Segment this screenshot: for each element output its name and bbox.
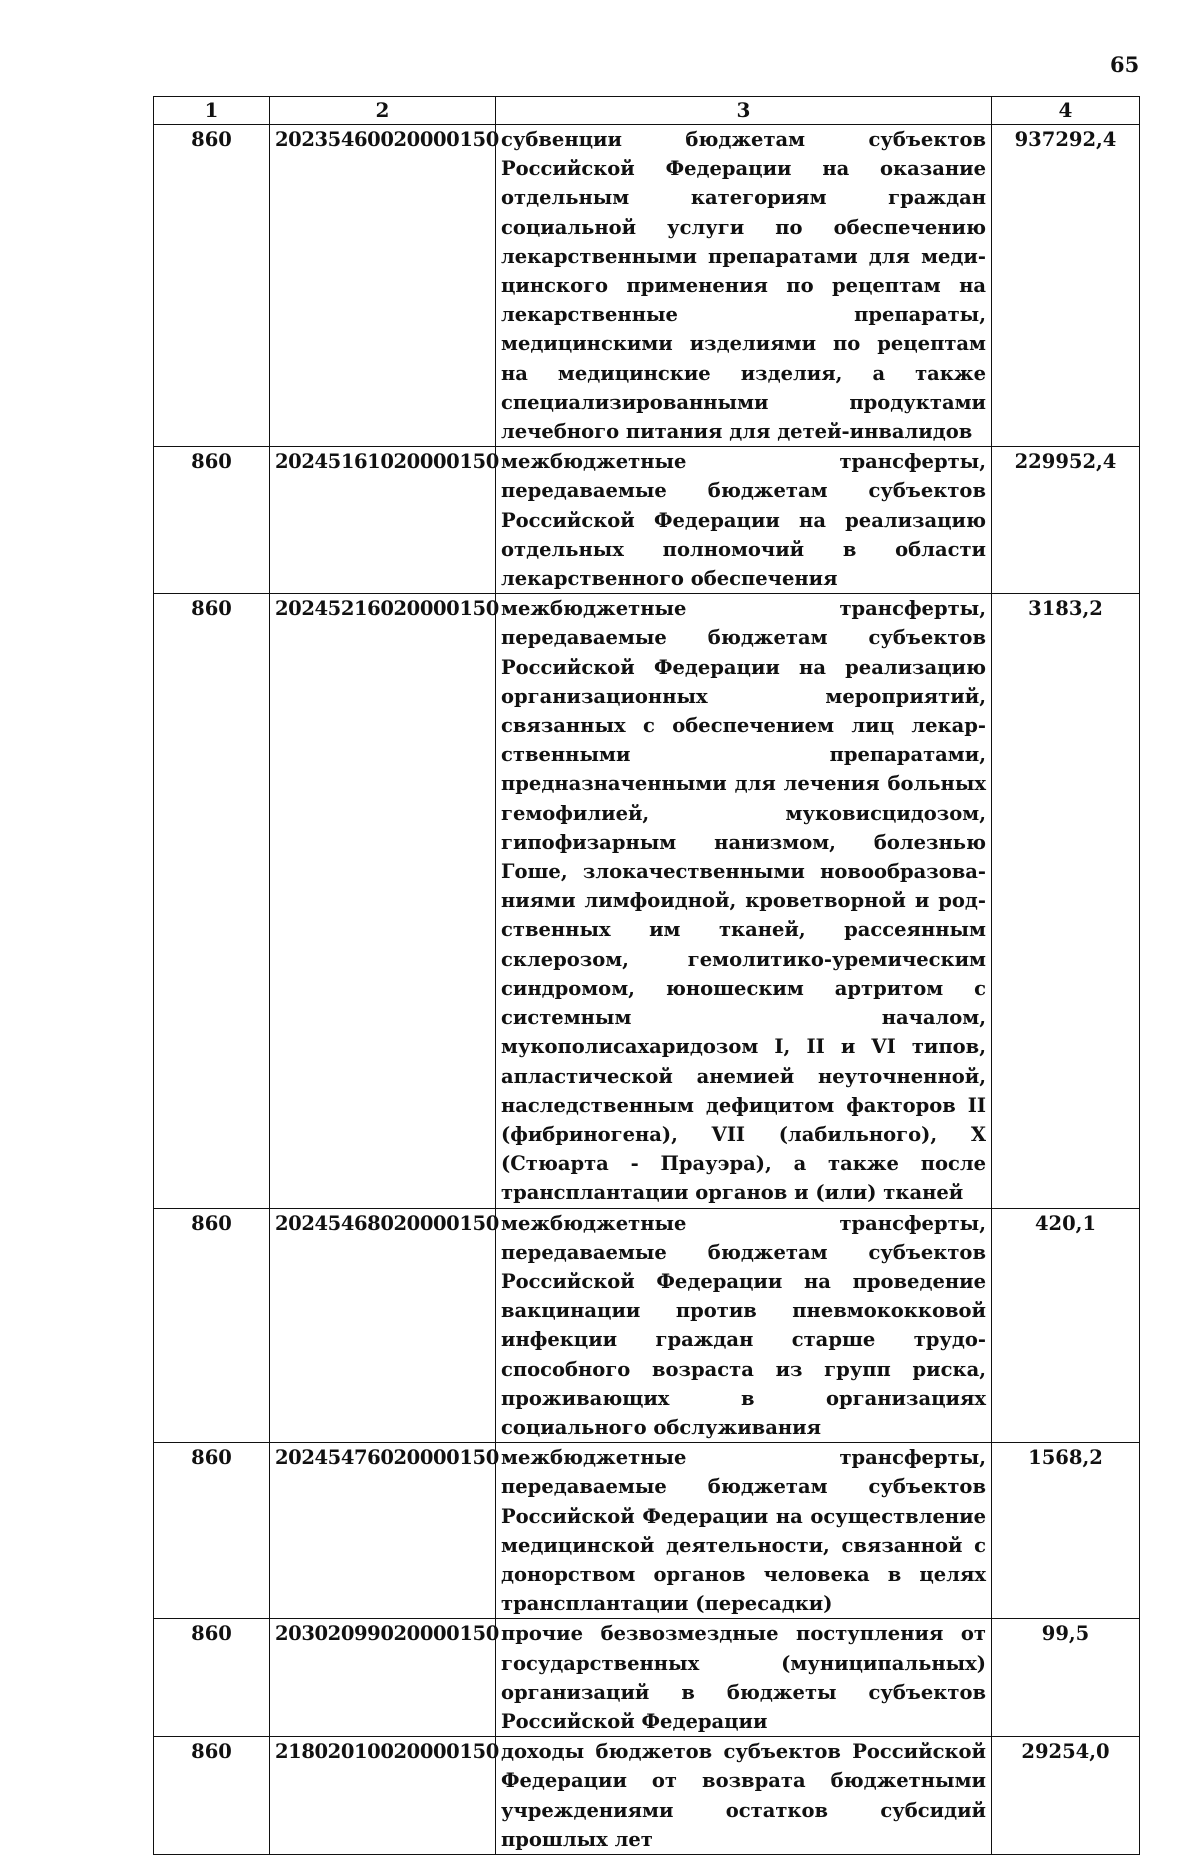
admin-code-cell: 860	[154, 1208, 270, 1443]
description-cell: межбюджетные трансферты, передаваемые бюджетам субъектов Российской Федерации на проведение вакцинации против пневмококковой инфекции граждан старше трудоспособного возраста из групп риска, проживающих в организациях социального обслуживания	[496, 1208, 992, 1443]
amount-cell: 1568,2	[992, 1443, 1140, 1619]
table-row	[154, 125, 1140, 447]
amount-cell: 29254,0	[992, 1737, 1140, 1855]
admin-code-cell: 860	[154, 125, 270, 447]
admin-code-cell: 860	[154, 1737, 270, 1855]
revenue-code-cell: 21802010020000150	[270, 1737, 496, 1855]
column-header-2: 2	[270, 97, 496, 125]
description-cell: межбюджетные трансферты, передаваемые бюджетам субъектов Российской Федерации на реализацию организационных мероприятий, связанных с обеспечением лиц лекарственными препаратами, предназначенными для лечения больных гемофилией, муковисцидозом, гипофизарным нанизмом, болезнью Гоше, злокачественными новообразованиями лимфоидной, кроветворной и родственных им тканей, рассеянным склерозом, гемолитико-уремическим синдромом, юношеским артритом с системным началом, мукополисахаридозом I, II и VI типов, апластической анемией неуточненной, наследственным дефицитом факторов II (фибриногена), VII (лабильного), X (Стюарта - Прауэра), а также после трансплантации органов и (или) тканей	[496, 594, 992, 1208]
page-number: 65	[1110, 52, 1140, 77]
admin-code-cell: 860	[154, 1619, 270, 1737]
table-row	[154, 1737, 1140, 1855]
amount-cell: 3183,2	[992, 594, 1140, 1208]
admin-code-cell: 860	[154, 594, 270, 1208]
revenue-code-cell: 20245161020000150	[270, 447, 496, 594]
revenue-code-cell: 20245216020000150	[270, 594, 496, 1208]
amount-cell: 420,1	[992, 1208, 1140, 1443]
column-header-1: 1	[154, 97, 270, 125]
table-row	[154, 1619, 1140, 1737]
description-cell: доходы бюджетов субъектов Российской Федерации от возврата бюджетными учреждениями остатков субсидий прошлых лет	[496, 1737, 992, 1855]
table-row	[154, 1208, 1140, 1443]
admin-code-cell: 860	[154, 447, 270, 594]
revenue-code-cell: 20302099020000150	[270, 1619, 496, 1737]
table-row	[154, 594, 1140, 1208]
admin-code-cell: 860	[154, 1443, 270, 1619]
description-cell: субвенции бюджетам субъектов Российской Федерации на оказание отдельным категориям граждан социальной услуги по обеспечению лекарственными препаратами для медицинского применения по рецептам на лекарственные препараты, медицинскими изделиями по рецептам на медицинские изделия, а также специализированными продуктами лечебного питания для детей-инвалидов	[496, 125, 992, 447]
table-row	[154, 447, 1140, 594]
revenue-code-cell: 20245476020000150	[270, 1443, 496, 1619]
column-header-3: 3	[496, 97, 992, 125]
column-header-4: 4	[992, 97, 1140, 125]
revenue-table	[153, 96, 1140, 1855]
revenue-code-cell: 20235460020000150	[270, 125, 496, 447]
amount-cell: 937292,4	[992, 125, 1140, 447]
amount-cell: 229952,4	[992, 447, 1140, 594]
table-row	[154, 1443, 1140, 1619]
description-cell: межбюджетные трансферты, передаваемые бюджетам субъектов Российской Федерации на осуществление медицинской деятельности, связанной с донорством органов человека в целях трансплантации (пересадки)	[496, 1443, 992, 1619]
description-cell: межбюджетные трансферты, передаваемые бюджетам субъектов Российской Федерации на реализацию отдельных полномочий в области лекарственного обеспечения	[496, 447, 992, 594]
table-header-row	[154, 97, 1140, 125]
revenue-code-cell: 20245468020000150	[270, 1208, 496, 1443]
amount-cell: 99,5	[992, 1619, 1140, 1737]
description-cell: прочие безвозмездные поступления от государственных (муниципальных) организаций в бюджеты субъектов Российской Федерации	[496, 1619, 992, 1737]
